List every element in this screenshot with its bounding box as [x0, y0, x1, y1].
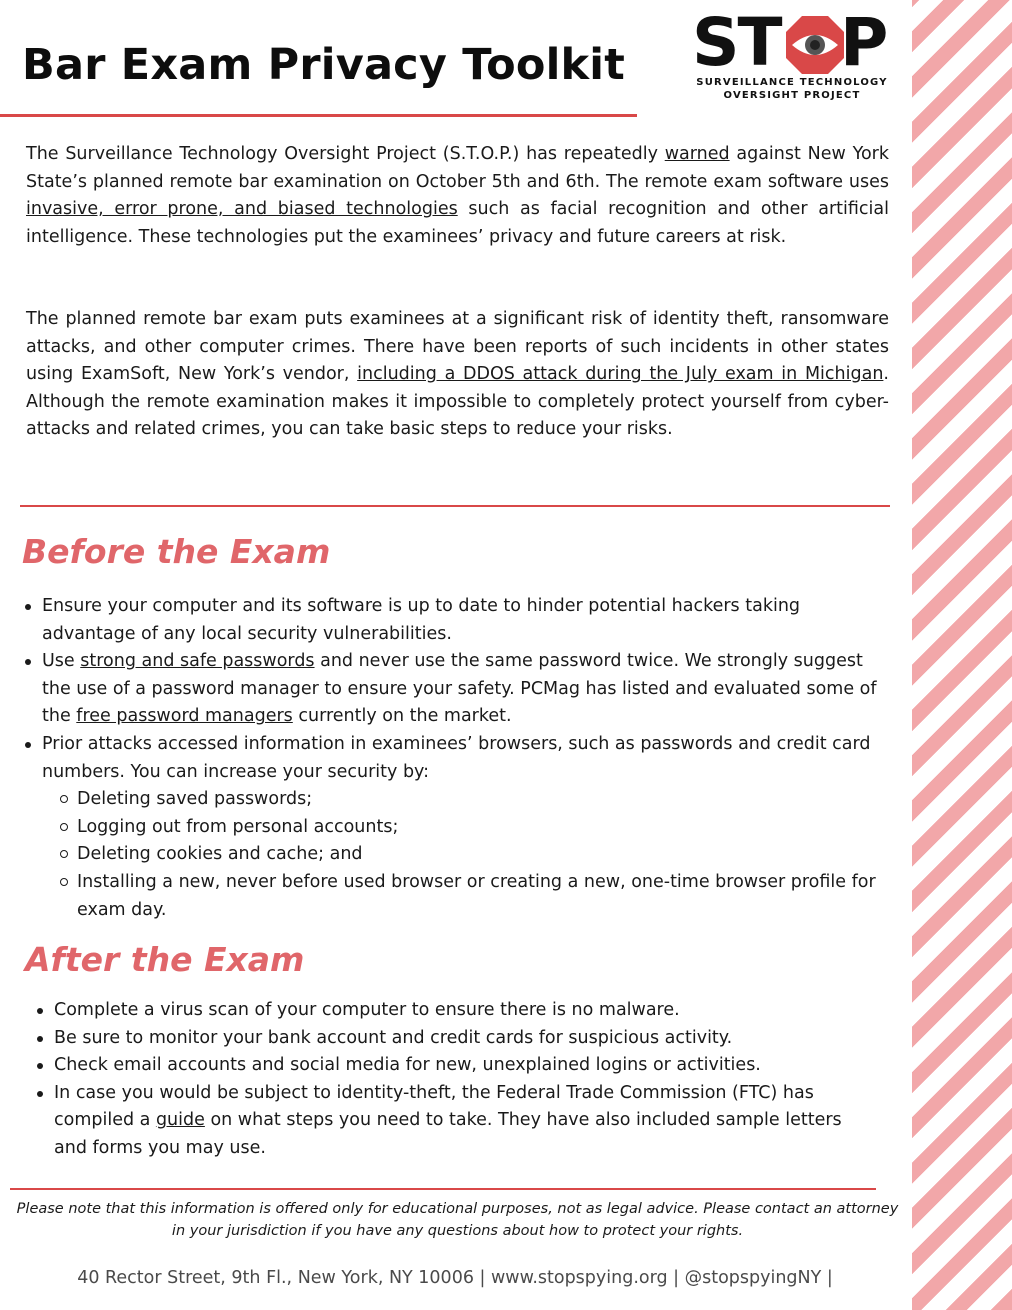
list-item — [25, 593, 891, 648]
after-exam-list — [37, 997, 877, 1163]
contact-footer: 40 Rector Street, 9th Fl., New York, NY 10006 | www.stopspying.org | @stopspyingNY | — [77, 1268, 833, 1288]
section-divider — [20, 505, 890, 507]
ddos-attack-link[interactable]: including a DDOS attack during the July exam in Michigan — [357, 364, 884, 385]
footer-divider — [10, 1188, 876, 1190]
list-item-text: Complete a virus scan of your computer to ensure there is no malware. — [54, 1000, 680, 1020]
intro-p2-text: . Although the remote examination makes it impossible to completely protect yourself from cyber-attacks and related crimes, you can take basic steps to reduce your risks. — [26, 364, 889, 440]
list-item-text: In case you would be subject to identity-theft, the Federal Trade Commission (FTC) has compiled a — [54, 1082, 814, 1131]
after-exam-heading: After the Exam — [25, 940, 305, 979]
logo-subtitle-line1: SURVEILLANCE TECHNOLOGY — [696, 77, 888, 88]
stop-logo — [692, 4, 892, 106]
list-item-text: Prior attacks accessed information in examinees’ browsers, such as passwords and credit card numbers. You can increase your security by: — [42, 733, 871, 782]
list-item — [37, 1080, 877, 1163]
intro-p1-text: The Surveillance Technology Oversight Project (S.T.O.P.) has repeatedly — [26, 144, 665, 164]
security-steps-sublist — [42, 786, 891, 924]
sub-list-item: Installing a new, never before used browser or creating a new, one-time browser profile for exam day. — [60, 869, 891, 924]
logo-subtitle — [692, 76, 892, 102]
list-item — [37, 1025, 877, 1053]
sub-list-item: Deleting saved passwords; — [60, 786, 891, 814]
free-password-managers-link[interactable]: free password managers — [76, 706, 293, 727]
eye-icon — [784, 14, 846, 76]
intro-p1-text: such as facial recognition and other artificial intelligence. These technologies put the examinees’ privacy and future careers at risk. — [26, 199, 889, 247]
sub-list-item: Deleting cookies and cache; and — [60, 841, 891, 869]
list-item-text: on what steps you need to take. They have also included sample letters and forms you may use. — [54, 1110, 842, 1158]
list-item-text: Use — [42, 651, 81, 672]
sub-list-item: Logging out from personal accounts; — [60, 814, 891, 842]
decorative-stripe-border — [912, 0, 1012, 1310]
warned-link[interactable]: warned — [664, 144, 730, 164]
logo-word-st: ST — [692, 4, 781, 81]
list-item — [37, 1052, 877, 1080]
invasive-technologies-link[interactable]: invasive, error prone, and biased technologies — [26, 199, 458, 220]
list-item-text: Check email accounts and social media for new, unexplained logins or activities. — [54, 1055, 761, 1076]
intro-p2-text: The planned remote bar exam puts examinees at a significant risk of identity theft, ransomware attacks, and other computer crimes. There have been reports of such incidents in other states using ExamSoft, New York’s vendor, — [26, 309, 889, 385]
list-item — [37, 997, 877, 1025]
list-item-text: Be sure to monitor your bank account and credit cards for suspicious activity. — [54, 1027, 733, 1048]
logo-word-p: P — [840, 4, 889, 81]
logo-subtitle-line2: OVERSIGHT PROJECT — [723, 90, 861, 101]
list-item-text: Ensure your computer and its software is up to date to hinder potential hackers taking advantage of any local security vulnerabilities. — [42, 596, 801, 644]
intro-paragraph-2 — [26, 306, 889, 444]
list-item-text: currently on the market. — [292, 706, 512, 727]
document-title: Bar Exam Privacy Toolkit — [22, 40, 625, 90]
legal-disclaimer: Please note that this information is offered only for educational purposes, not as legal advice. Please contact an attorney in your jurisdiction if you have any questions about how to protect your rights. — [16, 1201, 899, 1239]
list-item — [25, 731, 891, 924]
strong-passwords-link[interactable]: strong and safe passwords — [80, 651, 315, 672]
list-item-text: and never use the same password twice. We strongly suggest the use of a password manager to ensure your safety. PCMag has listed and evaluated some of the — [42, 651, 877, 727]
before-exam-heading: Before the Exam — [22, 532, 331, 571]
intro-p1-text: against New York State’s planned remote bar examination on October 5th and 6th. The remote exam software uses — [26, 144, 889, 192]
before-exam-list — [25, 593, 891, 924]
intro-paragraph-1 — [26, 141, 889, 251]
list-item — [25, 648, 891, 731]
ftc-guide-link[interactable]: guide — [155, 1110, 205, 1131]
title-underline — [0, 114, 637, 117]
